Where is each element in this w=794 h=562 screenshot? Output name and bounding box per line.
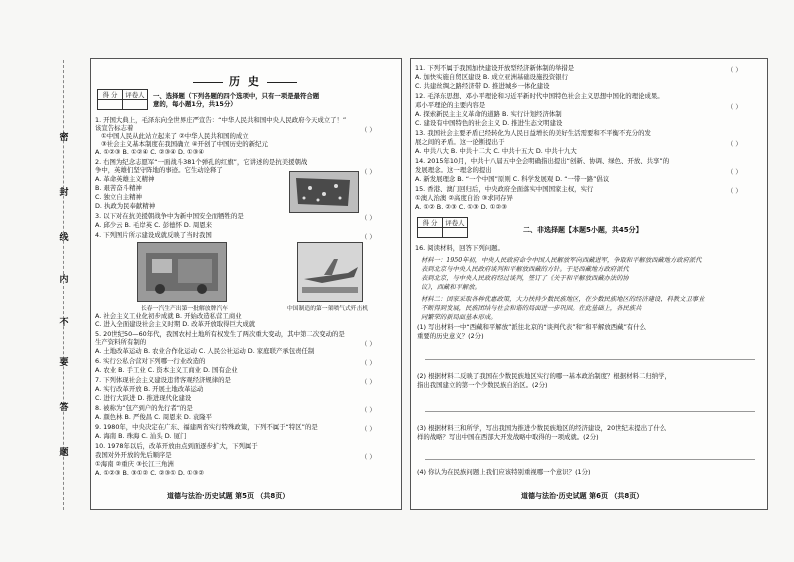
answer-paren: （ ）: [727, 140, 742, 148]
grader-label: 评卷人: [443, 218, 468, 228]
answer-paren: （ ）: [361, 168, 376, 176]
answer-options: A. 新发展理念 B. “一个中国”原则 C. 科学发展观 D. “一带一路”倡议: [415, 175, 610, 183]
jet-image: [298, 243, 362, 301]
question-text: 该宣告标志着: [95, 124, 134, 132]
seal-char: 内: [59, 275, 69, 285]
sub-question-1-text: 重要的历史意义？(2分): [417, 332, 484, 340]
question-10: 10. 1978年以后，改革开放由点到面逐步扩大，下列属于: [95, 442, 258, 450]
grader-label: 评卷人: [123, 90, 148, 100]
score-cell: [418, 228, 443, 238]
page-footer: 道德与法治·历史试题 第6页 （共8页）: [521, 492, 644, 500]
seal-char: 题: [59, 448, 69, 458]
answer-paren: （ ）: [361, 340, 376, 348]
answer-options: A. 社会主义工业化初步成就 B. 开始改造私营工商业: [95, 312, 242, 320]
answer-paren: （ ）: [361, 233, 376, 241]
material-2: 材料二：国家采取各种优惠政策，大力扶持少数民族地区，在少数民族地区的经济建设、科教文卫事业: [421, 296, 705, 303]
question-15: 15. 香港、澳门回归后，中央政府全面落实中国国家主权，实行: [415, 185, 594, 193]
grader-cell: [443, 228, 468, 238]
sub-question-3: (3) 根据材料三和所学，写出我国为推进少数民族地区的经济建设，20世纪末提出了什么: [417, 424, 667, 432]
answer-paren: （ ）: [727, 66, 742, 74]
answer-options: A. 探索新民主主义革命的道路 B. 实行计划经济体制: [415, 110, 562, 118]
material-2-line: 同繁荣的新局面基本形成。: [421, 314, 497, 321]
section-2-heading: 二、非选择题【本题5小题，共45分】: [523, 226, 643, 234]
question-text: 争中，英雄们坚守阵地的事迹。它生动诠释了: [95, 166, 223, 174]
question-4: 4. 下列图片所示建设成就反映了当时我国: [95, 231, 212, 239]
answer-paren: （ ）: [361, 425, 376, 433]
question-16: 16. 阅读材料，回答下列问题。: [415, 244, 504, 252]
answer-paren: （ ）: [361, 453, 376, 461]
question-1: 1. 开国大典上，毛泽东向全世界庄严宣告：“中华人民共和国中央人民政府今天成立了！”: [95, 116, 347, 124]
material-1-line: 议》，西藏和平解放。: [421, 284, 481, 291]
seal-char: 答: [59, 403, 69, 413]
answer-option: B. 艰苦奋斗精神: [95, 184, 142, 192]
question-6: 6. 实行公私合营对下列哪一行业改造的: [95, 357, 206, 365]
answer-options: A. 颜色林 B. 严俊昌 C. 周恩来 D. 袁隆平: [95, 413, 213, 421]
sub-question-2-text: 指出我国建立的第一个少数民族自治区。(2分): [417, 381, 548, 389]
statement: ①澳人治澳 ②高度自治 ③求同存异: [415, 194, 513, 202]
answer-options: C. 进入全面建设社会主义时期 D. 改革开放取得巨大成就: [95, 320, 256, 328]
answer-option: A. 革命英雄主义精神: [95, 175, 155, 183]
statement: ①海南 ②重庆 ③长江三角洲: [95, 460, 174, 468]
answer-paren: （ ）: [727, 187, 742, 195]
question-5: 5. 20世纪50—60年代，我国农村土地所有权发生了两次重大变动，其中第二次变动的是: [95, 330, 345, 338]
question-text: 邓小平理论的主要内容是: [415, 101, 486, 109]
answer-option: D. 执政为民奉献精神: [95, 202, 156, 210]
question-text: 展之间的矛盾。这一论断提出于: [415, 138, 505, 146]
answer-options: A. ①②③ B. ①②④ C. ②③④ D. ①③④: [95, 148, 205, 156]
truck-photo: [137, 242, 227, 302]
question-11: 11. 下列不属于我国加快建设开放型经济新体制的举措是: [415, 64, 575, 72]
question-7: 7. 下列体现社会主义建设违背客观经济规律的是: [95, 376, 231, 384]
grader-cell: [123, 100, 148, 110]
material-1-line: 表到北京与中央人民政府谈判和平解放西藏的方针。于是西藏地方政府派代: [421, 266, 629, 273]
section-heading: 一、选择题（下列各题的四个选项中，只有一项是最符合题: [153, 92, 320, 100]
question-text: 我国对外开放的先后顺序是: [95, 451, 172, 459]
truck-caption: 长春一汽生产出第一批解放牌汽车: [141, 306, 228, 312]
answer-options: A. 中共八大 B. 中共十二大 C. 中共十五大 D. 中共十九大: [415, 147, 577, 155]
answer-options: A. 实行改革开放 B. 开展土地改革运动: [95, 385, 204, 393]
answer-options: C. 建设有中国特色的社会主义 D. 推进生态文明建设: [415, 119, 563, 127]
statement: ①中国人民从此站立起来了 ②中华人民共和国的成立: [101, 132, 249, 140]
answer-paren: （ ）: [361, 378, 376, 386]
answer-options: A. ①② B. ②③ C. ①③ D. ①②③: [415, 203, 507, 211]
answer-space[interactable]: [425, 459, 755, 460]
score-box: [97, 89, 148, 110]
material-1: 材料一：1950年初，中央人民政府命令中国人民解放军向西藏进军，争取和平解放西藏地方政府派代: [421, 257, 702, 264]
score-box: [417, 217, 468, 238]
seal-line: [63, 60, 64, 510]
question-14: 14. 2015年10月，中共十八届五中全会明确指出提出“创新、协调、绿色、开放、共享”的: [415, 157, 670, 165]
answer-paren: （ ）: [361, 126, 376, 134]
question-2: 2. 右图为纪念志愿军“一面战斗381个弹孔的红旗”，它讲述的是抗美援朝战: [95, 158, 308, 166]
page-title: 历 史: [187, 73, 303, 89]
truck-image: [138, 243, 226, 301]
exam-page-6: [410, 58, 768, 510]
question-12: 12. 毛泽东思想、邓小平理论和习近平新时代中国特色社会主义思想中国化的理论成果。: [415, 92, 664, 100]
sub-question-2: (2) 根据材料二反映了我国在少数民族地区实行的哪一基本政治制度？根据材料二归纳学，: [417, 372, 671, 380]
jet-caption: 中国制造的第一架喷气式歼击机: [287, 306, 369, 312]
answer-paren: （ ）: [361, 214, 376, 222]
answer-paren: （ ）: [727, 103, 742, 111]
score-cell: [98, 100, 123, 110]
sub-question-1: (1) 写出材料一中“西藏和平解放”派往北京的“谈判代表”和“和平解放西藏”有什么: [417, 323, 647, 331]
answer-space[interactable]: [425, 359, 755, 360]
statement: ③社会主义基本制度在我国确立 ④开创了中国历史的新纪元: [101, 140, 268, 148]
section-heading-2: 意的，每小题1分，共15分）: [153, 100, 237, 108]
material-1-line: 表到北京，与中央人民政府经过谈判，签订了《关于和平解放西藏办法的协: [421, 275, 629, 282]
flag-image: [290, 172, 358, 212]
answer-space[interactable]: [425, 411, 755, 412]
answer-paren: （ ）: [727, 168, 742, 176]
red-flag-photo: [289, 171, 359, 213]
answer-options: A. ①②③ B. ③①② C. ②③① D. ①③②: [95, 469, 205, 477]
score-label: 得 分: [418, 218, 443, 228]
answer-options: C. 进行大跃进 D. 推进现代化建设: [95, 394, 192, 402]
question-13: 13. 我国社会主要矛盾已经转化为人民日益增长的美好生活需要和不平衡不充分的发: [415, 129, 651, 137]
material-2-line: 不断得到发展，民族团结与社会和谐的局面进一步巩固。在此基础上，各民族共: [421, 305, 642, 312]
answer-options: A. 农业 B. 手工业 C. 资本主义工商业 D. 国有企业: [95, 366, 238, 374]
question-3: 3. 以下对在抗美援朝战争中为新中国安全而牺牲的是: [95, 212, 244, 220]
question-text: 生产资料所有制的: [95, 338, 147, 346]
answer-option: C. 独立自主精神: [95, 193, 142, 201]
answer-options: A. 海南 B. 珠海 C. 汕头 D. 厦门: [95, 432, 187, 440]
question-text: 发展理念。这一理念的提出: [415, 166, 492, 174]
question-9: 9. 1980年，中央决定在广东、福建两省实行特殊政策，下列不属于“特区”的是: [95, 423, 318, 431]
seal-char: 不: [59, 318, 69, 328]
question-8: 8. 被称为“包产到户的先行者”的是: [95, 404, 193, 412]
score-label: 得 分: [98, 90, 123, 100]
answer-options: C. 共建丝绸之路经济带 D. 推进城乡一体化建设: [415, 82, 550, 90]
seal-char: 封: [59, 188, 69, 198]
sub-question-3-text: 样的战略？写出中国在西部大开发战略中取得的一项成就。(2分): [417, 433, 599, 441]
answer-options: A. 土地改革运动 B. 农业合作化运动 C. 人民公社运动 D. 家庭联产承包责任制: [95, 347, 315, 355]
jet-photo: [297, 242, 363, 302]
answer-options: A. 加快实施自贸区建设 B. 成立亚洲基础设施投资银行: [415, 73, 569, 81]
answer-paren: （ ）: [361, 359, 376, 367]
seal-char: 密: [59, 133, 69, 143]
exam-page-5: [90, 58, 402, 510]
answer-paren: （ ）: [361, 406, 376, 414]
page-footer: 道德与法治·历史试题 第5页 （共8页）: [167, 492, 290, 500]
sub-question-4: (4) 你认为在民族问题上我们应该特别重视哪一个意识？(1分): [417, 468, 591, 476]
answer-options: A. 邱少云 B. 毛岸英 C. 彭德怀 D. 周恩来: [95, 221, 213, 229]
seal-char: 线: [59, 233, 69, 243]
seal-char: 要: [59, 358, 69, 368]
